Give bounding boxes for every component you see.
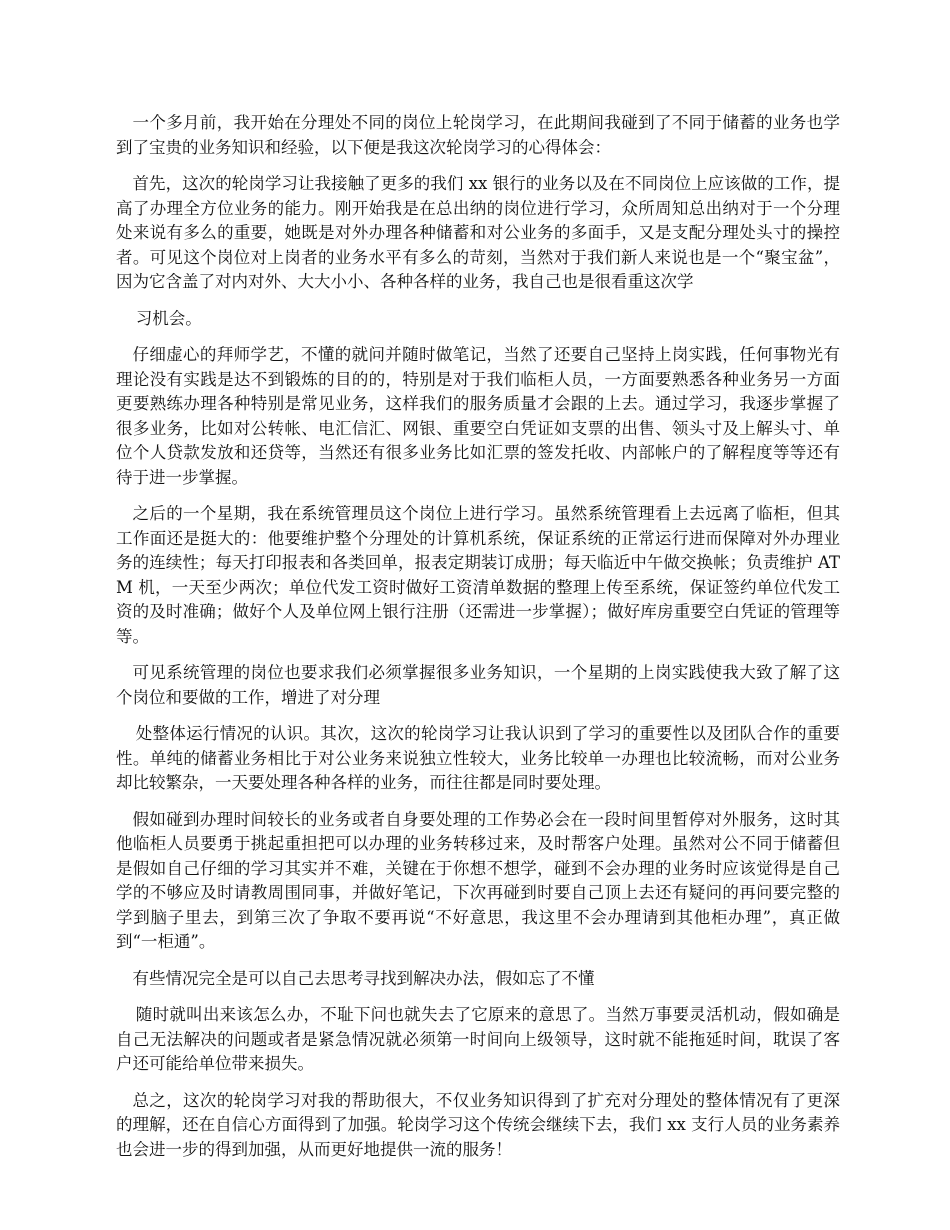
paragraph-3: 习机会。 xyxy=(135,308,202,328)
paragraph-9: 有些情况完全是可以自己去思考寻找到解决办法，假如忘了不懂 xyxy=(132,968,595,988)
paragraph-10: 随时就叫出来该怎么办，不耻下问也就失去了它原来的意思了。当然万事要灵活机动，假如确是自己无法解决的问题或者是紧急情况就必须第一时间向上级领导，这时就不能拖延时间，耽误了客户还可能给单位带来损失。 xyxy=(116,1005,840,1073)
paragraph-4: 仔细虚心的拜师学艺，不懂的就问并随时做笔记，当然了还要自己坚持上岗实践，任何事物光有理论没有实践是达不到锻炼的目的的，特别是对于我们临柜人员，一方面要熟悉各种业务另一方面更要熟练办理各种特别是常见业务，这样我们的服务质量才会跟的上去。通过学习，我逐步掌握了很多业务，比如对公转帐、电汇信汇、网银、重要空白凭证如支票的出售、领头寸及上解头寸、单位个人贷款发放和还贷等，当然还有很多业务比如汇票的签发托收、内部帐户的了解程度等等还有待于进一步掌握。 xyxy=(116,345,840,487)
paragraph-5: 之后的一个星期，我在系统管理员这个岗位上进行学习。虽然系统管理看上去远离了临柜，但其工作面还是挺大的：他要维护整个分理处的计算机系统，保证系统的正常运行进而保障对外办理业务的连续性；每天打印报表和各类回单，报表定期装订成册；每天临近中午做交换帐；负责维护 ATM 机，一天至少两次；单位代发工资时做好工资清单数据的整理上传至系统，保证签约单位代发工资的及时准确；做好个人及单位网上银行注册（还需进一步掌握）；做好库房重要空白凭证的管理等等。 xyxy=(116,504,840,646)
paragraph-8: 假如碰到办理时间较长的业务或者自身要处理的工作势必会在一段时间里暂停对外服务，这时其他临柜人员要勇于挑起重担把可以办理的业务转移过来，及时帮客户处理。虽然对公不同于储蓄但是假如自己仔细的学习其实并不难，关键在于你想不想学，碰到不会办理的业务时应该觉得是自己学的不够应及时请教周围同事，并做好笔记，下次再碰到时要自己顶上去还有疑问的再问要完整的学到脑子里去，到第三次了争取不要再说“不好意思，我这里不会办理请到其他柜办理”，真正做到“一柜通”。 xyxy=(116,809,840,951)
paragraph-7: 处整体运行情况的认识。其次，这次的轮岗学习让我认识到了学习的重要性以及团队合作的重要性。单纯的储蓄业务相比于对公业务来说独立性较大，业务比较单一办理也比较流畅，而对公业务却比较繁杂，一天要处理各种各样的业务，而往往都是同时要处理。 xyxy=(116,724,840,792)
paragraph-1: 一个多月前，我开始在分理处不同的岗位上轮岗学习，在此期间我碰到了不同于储蓄的业务也学到了宝贵的业务知识和经验，以下便是我这次轮岗学习的心得体会： xyxy=(116,113,840,157)
paragraph-6: 可见系统管理的岗位也要求我们必须掌握很多业务知识，一个星期的上岗实践使我大致了解了这个岗位和要做的工作，增进了对分理 xyxy=(116,663,840,707)
paragraph-2: 首先，这次的轮岗学习让我接触了更多的我们 xx 银行的业务以及在不同岗位上应该做的工作，提高了办理全方位业务的能力。刚开始我是在总出纳的岗位进行学习，众所周知总出纳对于一个分理处来说有多么的重要，她既是对外办理各种储蓄和对公业务的多面手，又是支配分理处头寸的操控者。可见这个岗位对上岗者的业务水平有多么的苛刻，当然对于我们新人来说也是一个“聚宝盆”，因为它含盖了对内对外、大大小小、各种各样的业务，我自己也是很看重这次学 xyxy=(116,174,840,291)
paragraph-11: 总之，这次的轮岗学习对我的帮助很大，不仅业务知识得到了扩充对分理处的整体情况有了更深的理解，还在自信心方面得到了加强。轮岗学习这个传统会继续下去，我们 xx 支行人员的业务素养也会进一步的得到加强，从而更好地提供一流的服务！ xyxy=(116,1090,840,1159)
